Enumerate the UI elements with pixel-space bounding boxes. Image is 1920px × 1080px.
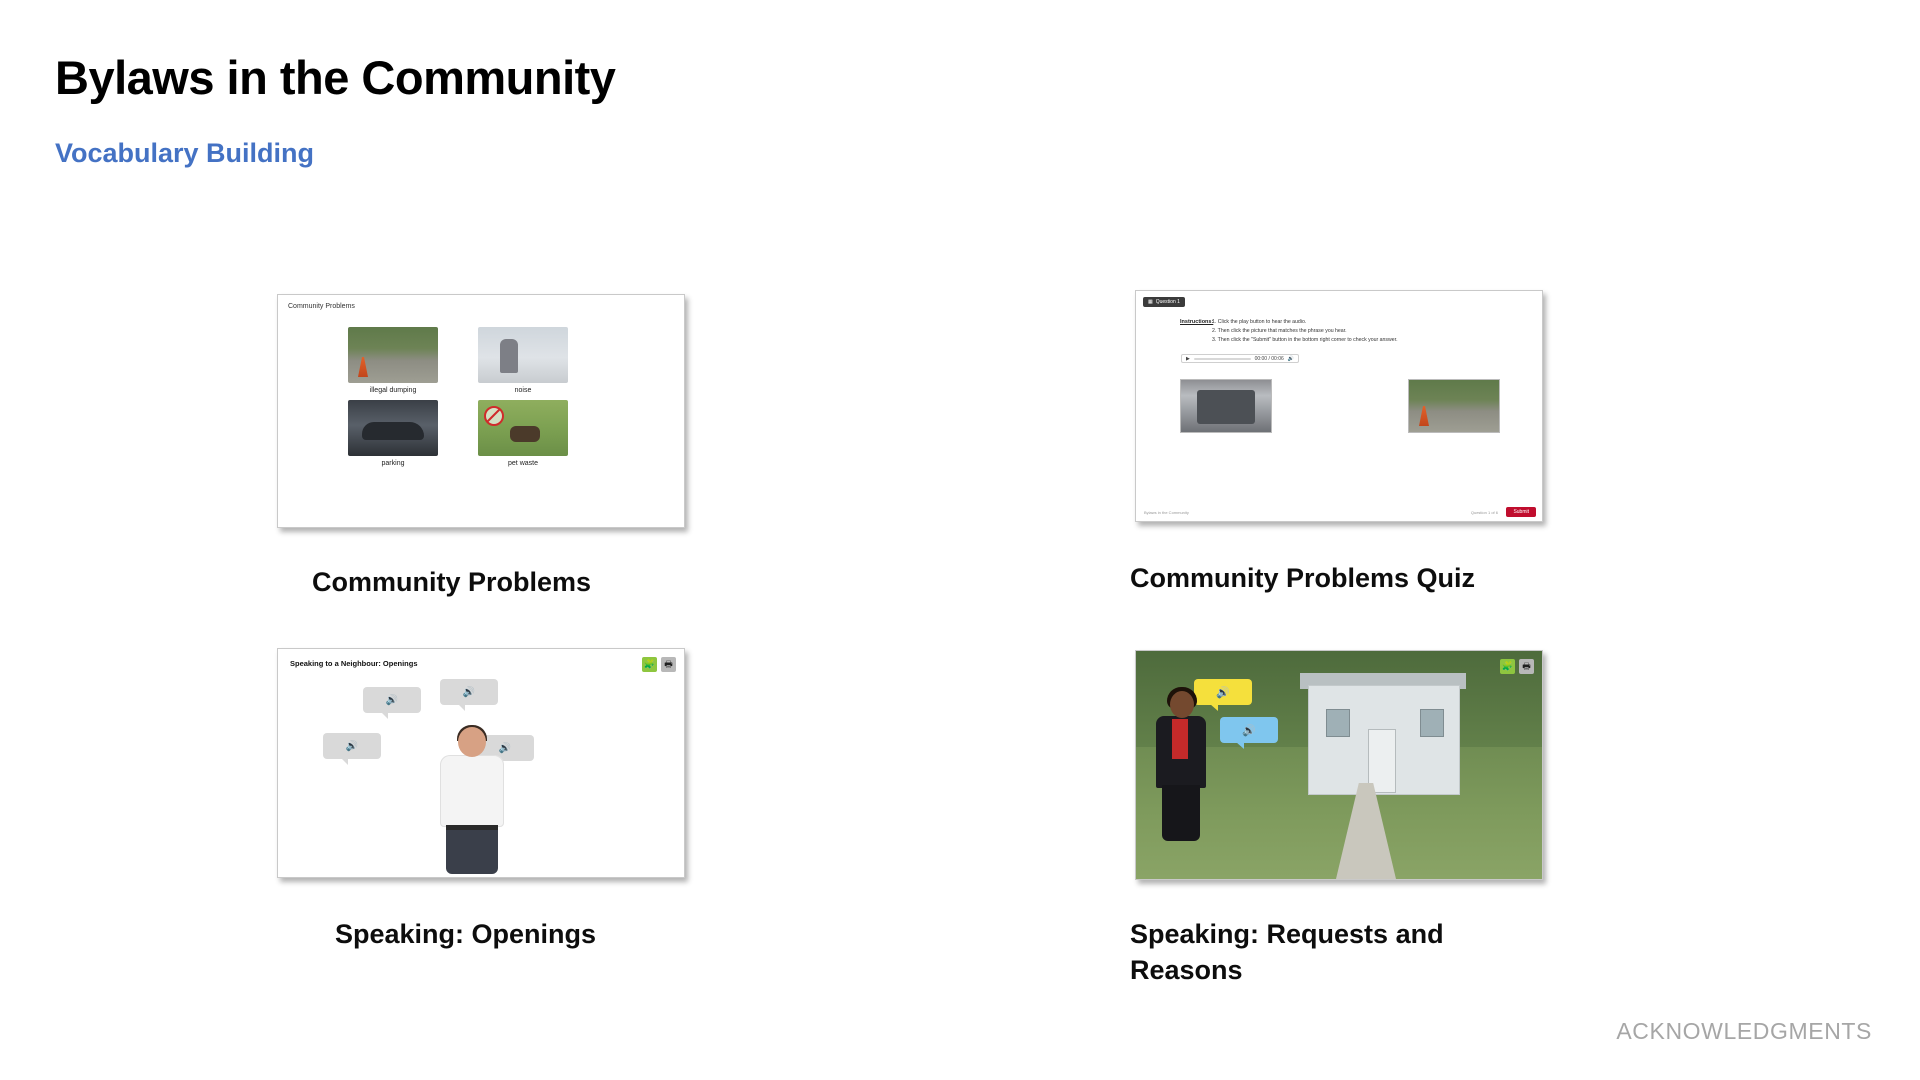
- speaker-icon[interactable]: 🔊: [440, 679, 498, 705]
- thumbnail-slide-title: Speaking to a Neighbour: Openings: [290, 659, 418, 668]
- quiz-footer-left: Bylaws in the Community: [1144, 510, 1189, 515]
- audio-time: 00:00 / 00:06: [1254, 355, 1284, 362]
- photo-parking-icon: [348, 400, 438, 456]
- thumbnail-speaking-requests[interactable]: [1135, 650, 1543, 880]
- thumbnail-slide-title: Community Problems: [288, 303, 355, 310]
- quiz-answer-options: [1180, 379, 1500, 433]
- speaker-icon[interactable]: 🔊: [363, 687, 421, 713]
- list-item: [478, 327, 568, 394]
- image-caption: illegal dumping: [369, 387, 417, 394]
- thumbnail-speaking-openings[interactable]: [277, 648, 685, 878]
- no-pet-waste-sign-icon: [484, 406, 504, 426]
- image-caption: noise: [514, 387, 532, 394]
- instructions-label: Instructions:: [1180, 319, 1214, 325]
- card-label: Community Problems: [312, 567, 592, 597]
- submit-button[interactable]: Submit: [1506, 507, 1536, 517]
- speaker-icon[interactable]: 🔊: [323, 733, 381, 759]
- instruction-line: 3. Then click the "Submit" button in the bottom right corner to check your answer.: [1212, 337, 1398, 344]
- badge-group: [642, 657, 676, 672]
- card-label: Community Problems Quiz: [1130, 563, 1476, 593]
- page-title: Bylaws in the Community: [55, 51, 616, 104]
- problem-image-grid: [348, 327, 618, 467]
- instructions-list: [1212, 318, 1398, 345]
- volume-icon[interactable]: 🔊: [1287, 355, 1294, 362]
- printer-icon[interactable]: 🖶: [1519, 659, 1534, 674]
- instruction-line: 2. Then click the picture that matches the phrase you hear.: [1212, 328, 1347, 335]
- quiz-toolbar-label: Question 1: [1155, 299, 1180, 305]
- quiz-footer-right: Question 1 of 6: [1470, 510, 1498, 515]
- puzzle-icon[interactable]: 🧩: [1500, 659, 1515, 674]
- printer-icon[interactable]: 🖶: [661, 657, 676, 672]
- speaker-icon[interactable]: 🔊: [1194, 679, 1252, 705]
- grid-icon: ▦: [1148, 299, 1153, 305]
- badge-group: [1500, 659, 1534, 674]
- audio-player[interactable]: [1181, 354, 1299, 363]
- photo-man-standing-icon: [430, 727, 514, 873]
- photo-illegal-dumping-icon[interactable]: [1408, 379, 1500, 433]
- photo-woman-standing-icon: [1150, 691, 1212, 841]
- thumbnail-community-problems-quiz[interactable]: [1135, 290, 1543, 522]
- photo-transit-crowd-icon[interactable]: [1180, 379, 1272, 433]
- acknowledgments-link[interactable]: ACKNOWLEDGMENTS: [1616, 1018, 1872, 1044]
- thumbnail-community-problems[interactable]: [277, 294, 685, 528]
- quiz-toolbar: [1143, 297, 1185, 307]
- list-item: [348, 400, 438, 467]
- photo-noise-icon: [478, 327, 568, 383]
- instruction-line: 1. Click the play button to hear the audio.: [1212, 319, 1307, 325]
- photo-illegal-dumping-icon: [348, 327, 438, 383]
- play-icon[interactable]: ▶: [1186, 355, 1190, 362]
- speaker-icon[interactable]: 🔊: [1220, 717, 1278, 743]
- list-item: [478, 400, 568, 467]
- list-item: [348, 327, 438, 394]
- speaker-icon[interactable]: 🔊: [476, 735, 534, 761]
- page-subtitle: Vocabulary Building: [55, 138, 315, 168]
- photo-pet-waste-icon: [478, 400, 568, 456]
- card-label: Speaking: Openings: [335, 919, 597, 949]
- image-caption: parking: [381, 460, 405, 467]
- puzzle-icon[interactable]: 🧩: [642, 657, 657, 672]
- image-caption: pet waste: [508, 460, 538, 467]
- audio-progress-track[interactable]: [1194, 358, 1251, 360]
- card-label: Speaking: Requests and Reasons: [1130, 919, 1444, 985]
